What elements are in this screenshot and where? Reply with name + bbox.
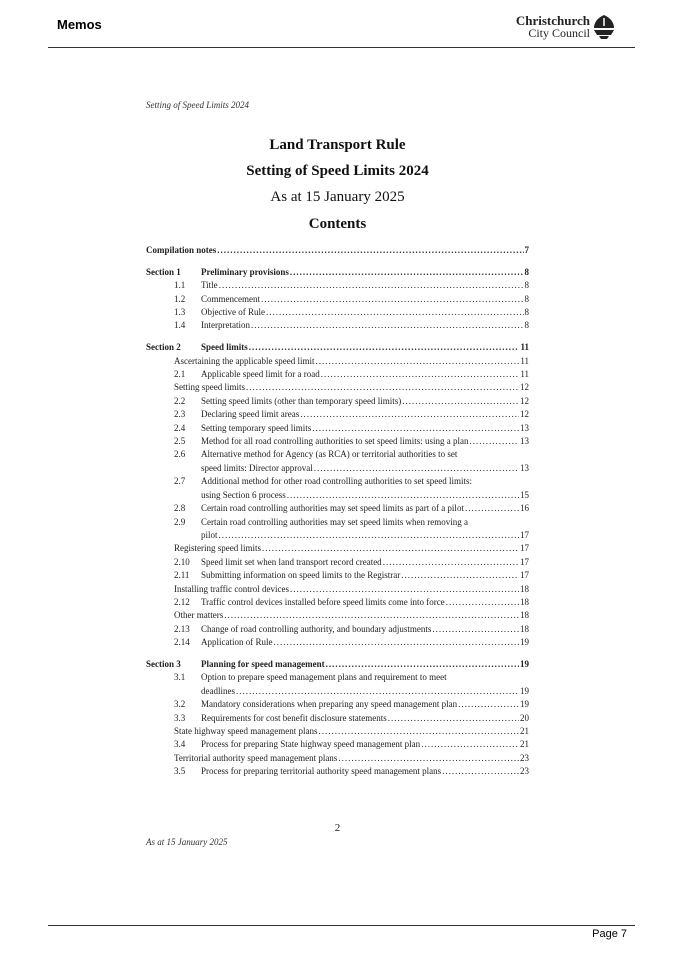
toc-subheading-registering[interactable]: Registering speed limits ..... 17 [146, 542, 529, 555]
toc-subheading-installing[interactable]: Installing traffic control devices ..... 18 [146, 583, 529, 596]
toc-entry-compilation[interactable]: Compilation notes ..... 7 [146, 244, 529, 257]
date-line: As at 15 January 2025 [270, 189, 405, 205]
cathedral-icon [593, 15, 615, 39]
toc-entry-2-2[interactable]: 2.2 Setting speed limits (other than temporary speed limits) ..... 12 [146, 395, 529, 408]
logo-text-line1: Christchurch [515, 13, 590, 28]
toc-entry-section-3[interactable]: Section 3 Planning for speed management ..... 19 [146, 658, 529, 671]
toc-entry-3-5[interactable]: 3.5 Process for preparing territorial authority speed management plans ..... 23 [146, 765, 529, 778]
toc-entry-2-11[interactable]: 2.11 Submitting information on speed limits to the Registrar ..... 17 [146, 569, 529, 582]
toc-subheading-setting[interactable]: Setting speed limits ..... 12 [146, 381, 529, 394]
toc-entry-2-13[interactable]: 2.13 Change of road controlling authority, and boundary adjustments ..... 18 [146, 623, 529, 636]
toc-entry-2-3[interactable]: 2.3 Declaring speed limit areas ..... 12 [146, 408, 529, 421]
toc-entry-section-2[interactable]: Section 2 Speed limits ..... 11 [146, 341, 529, 354]
toc-entry-3-1[interactable]: 3.1 Option to prepare speed management plans and requirement to meet [174, 672, 447, 683]
toc-entry-2-9[interactable]: 2.9 Certain road controlling authorities may set speed limits when removing a [174, 516, 468, 527]
toc-entry-section-1[interactable]: Section 1 Preliminary provisions ..... 8 [146, 266, 529, 279]
title-line1: Land Transport Rule [269, 137, 406, 153]
toc-entry-2-14[interactable]: 2.14 Application of Rule ..... 19 [146, 636, 529, 649]
toc-entry-2-1[interactable]: 2.1 Applicable speed limit for a road ..... 11 [146, 368, 529, 381]
toc-entry-2-12[interactable]: 2.12 Traffic control devices installed before speed limits come into force ..... 18 [146, 596, 529, 609]
toc-entry-3-3[interactable]: 3.3 Requirements for cost benefit disclosure statements ..... 20 [146, 712, 529, 725]
header-divider [48, 47, 635, 48]
toc-entry-2-7[interactable]: 2.7 Additional method for other road controlling authorities to set speed limits: [174, 476, 472, 487]
toc-entry-2-9-cont[interactable]: pilot ..... 17 [146, 529, 529, 542]
running-foot: As at 15 January 2025 [146, 837, 228, 847]
toc-subheading-other[interactable]: Other matters ..... 18 [146, 609, 529, 622]
table-of-contents [146, 244, 529, 779]
footer-divider [48, 925, 635, 926]
toc-entry-1-1[interactable]: 1.1 Title ..... 8 [146, 279, 529, 292]
toc-entry-3-2[interactable]: 3.2 Mandatory considerations when preparing any speed management plan ..... 19 [146, 698, 529, 711]
toc-entry-2-6-cont[interactable]: speed limits: Director approval ..... 13 [146, 462, 529, 475]
memos-label: Memos [57, 17, 102, 32]
memo-page-label: Page 7 [592, 928, 627, 940]
toc-entry-2-10[interactable]: 2.10 Speed limit set when land transport record created ..... 17 [146, 556, 529, 569]
toc-entry-2-6[interactable]: 2.6 Alternative method for Agency (as RCA) or territorial authorities to set [174, 449, 458, 460]
document-page-number: 2 [334, 822, 341, 834]
toc-subheading-state-highway[interactable]: State highway speed management plans ..... 21 [146, 725, 529, 738]
running-head: Setting of Speed Limits 2024 [146, 100, 249, 110]
toc-entry-3-4[interactable]: 3.4 Process for preparing State highway speed management plan ..... 21 [146, 738, 529, 751]
toc-entry-3-1-cont[interactable]: deadlines ..... 19 [146, 685, 529, 698]
toc-entry-1-2[interactable]: 1.2 Commencement ..... 8 [146, 293, 529, 306]
toc-entry-2-4[interactable]: 2.4 Setting temporary speed limits ..... 13 [146, 422, 529, 435]
toc-entry-1-3[interactable]: 1.3 Objective of Rule ..... 8 [146, 306, 529, 319]
toc-entry-2-8[interactable]: 2.8 Certain road controlling authorities may set speed limits as part of a pilot ..... 16 [146, 502, 529, 515]
council-logo [516, 15, 615, 39]
toc-entry-2-7-cont[interactable]: using Section 6 process ..... 15 [146, 489, 529, 502]
toc-subheading-ascertaining[interactable]: Ascertaining the applicable speed limit ..... 11 [146, 355, 529, 368]
contents-heading: Contents [308, 216, 367, 232]
logo-text-line2: City Council [528, 26, 590, 40]
toc-entry-1-4[interactable]: 1.4 Interpretation ..... 8 [146, 319, 529, 332]
title-line2: Setting of Speed Limits 2024 [246, 163, 429, 179]
toc-subheading-territorial[interactable]: Territorial authority speed management plans ..... 23 [146, 752, 529, 765]
toc-entry-2-5[interactable]: 2.5 Method for all road controlling authorities to set speed limits: using a plan ..... 13 [146, 435, 529, 448]
